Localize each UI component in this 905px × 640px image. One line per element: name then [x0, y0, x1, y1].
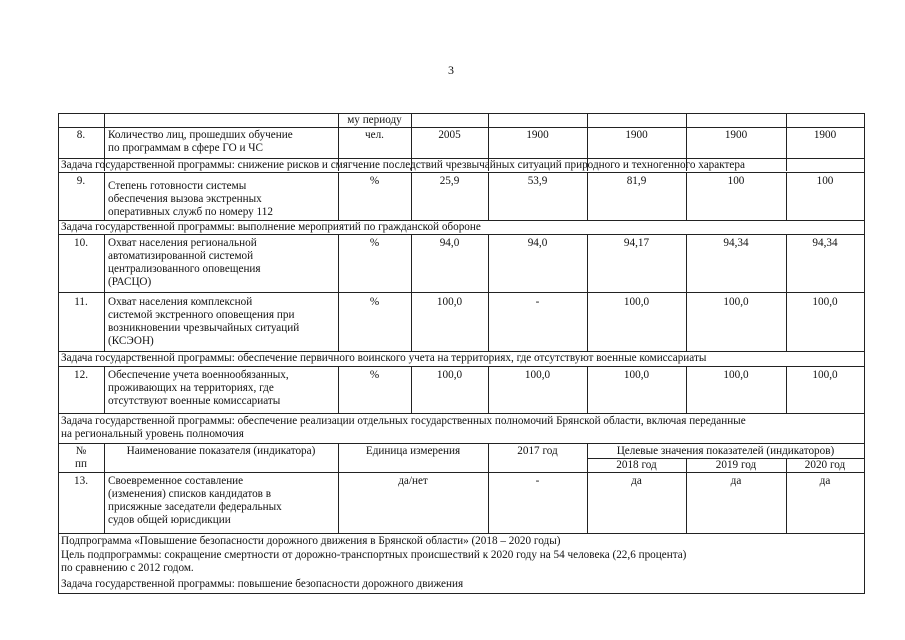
header-unit: Единица измерения: [365, 445, 461, 457]
task-row: Задача государственной программы: обеспечение первичного воинского учета на территориях, где отсутствуют военные комиссариаты: [61, 352, 707, 364]
grid-line: [58, 593, 865, 594]
task-row: Задача государственной программы: повышение безопасности дорожного движения: [61, 578, 464, 590]
page-number: 3: [448, 63, 454, 77]
row-name: Охват населения региональной автоматизированной системой централизованного оповещения (РАСЦО): [108, 237, 261, 288]
grid-line: [58, 127, 865, 128]
row-value-2017: 94,0: [527, 237, 548, 249]
row-name: Степень готовности системы обеспечения вызова экстренных оперативных служб по номеру 112: [108, 180, 273, 218]
row-value-2020: 100,0: [812, 369, 838, 381]
grid-line: [104, 173, 105, 220]
grid-line: [58, 113, 865, 114]
row-unit: да/нет: [398, 475, 428, 487]
row-value-2019: 100,0: [723, 296, 749, 308]
row-value-2018: 100,0: [623, 296, 650, 308]
row-value-2017: 1900: [526, 129, 549, 141]
grid-line: [58, 472, 865, 473]
row-name: Обеспечение учета военнообязанных, проживающих на территориях, где отсутствуют военные комиссариаты: [108, 369, 289, 407]
row-unit: %: [369, 175, 380, 187]
row-name: Количество лиц, прошедших обучение по программам в сфере ГО и ЧС: [108, 129, 293, 154]
header-fragment-unit: му периоду: [347, 114, 402, 126]
grid-line: [58, 413, 865, 414]
row-unit: %: [369, 237, 380, 249]
row-name: Охват населения комплексной системой экстренного оповещения при возникновении чрезвычайных ситуаций (КСЭОН): [108, 296, 300, 347]
grid-line: [104, 366, 105, 413]
subprogram-title: Подпрограмма «Повышение безопасности дорожного движения в Брянской области» (2018 – 2020 годы): [61, 535, 561, 547]
table-border-right: [864, 113, 865, 593]
row-value-2018: 94,17: [623, 237, 650, 249]
row-no: 11.: [74, 296, 88, 308]
row-base: 100,0: [436, 369, 463, 381]
row-value-2017: -: [535, 296, 540, 308]
row-value-2018: 100,0: [623, 369, 650, 381]
task-row: Задача государственной программы: выполнение мероприятий по гражданской обороне: [61, 221, 481, 233]
row-value-2020: 94,34: [812, 237, 838, 249]
header-name: Наименование показателя (индикатора): [126, 445, 316, 457]
row-no: 10.: [74, 237, 88, 249]
row-value-2019: 100: [727, 175, 745, 187]
row-base: -: [535, 475, 540, 487]
row-value-2019: 1900: [724, 129, 748, 141]
row-base: 2005: [438, 129, 461, 141]
row-unit: чел.: [365, 129, 384, 141]
task-row: Задача государственной программы: обеспечение реализации отдельных государственных полномочий Брянской области, включая переданные на региональный уровень полномочия: [61, 415, 746, 440]
row-value-2020: 100,0: [812, 296, 838, 308]
row-base: 94,0: [439, 237, 460, 249]
row-value-2019: да: [730, 475, 742, 487]
row-value-2019: 94,34: [723, 237, 749, 249]
header-2018: 2018 год: [616, 459, 657, 471]
grid-line: [58, 366, 865, 367]
row-no: 8.: [76, 129, 86, 141]
grid-line: [58, 292, 865, 293]
row-base: 100,0: [436, 296, 463, 308]
row-base: 25,9: [439, 175, 460, 187]
header-base: 2017 год: [517, 445, 558, 457]
row-no: 12.: [74, 369, 88, 381]
row-value-2017: 53,9: [527, 175, 548, 187]
subprogram-goal: Цель подпрограммы: сокращение смертности от дорожно-транспортных происшествий к 2020 году на 54 человека (22,6 процента) по сравнению с 2012 годом.: [61, 549, 687, 574]
row-value-2019: 100,0: [723, 369, 749, 381]
header-no: № пп: [75, 445, 87, 470]
task-row: Задача государственной программы: снижение рисков и смягчение последствий чрезвычайных ситуаций природного и техногенного характера: [61, 159, 745, 171]
header-2019: 2019 год: [715, 459, 757, 471]
header-2020: 2020 год: [804, 459, 846, 471]
row-unit: %: [369, 296, 380, 308]
row-value-2018: 1900: [625, 129, 648, 141]
grid-line: [58, 533, 865, 534]
header-targets: Целевые значения показателей (индикаторов): [616, 445, 835, 457]
row-unit: %: [369, 369, 380, 381]
row-value-2018: 81,9: [626, 175, 647, 187]
row-value-2017: 100,0: [524, 369, 551, 381]
row-name: Своевременное составление (изменения) списков кандидатов в присяжные заседатели федеральных судов общей юрисдикции: [108, 475, 282, 526]
grid-line: [58, 234, 865, 235]
row-value-2020: 100: [816, 175, 834, 187]
row-value-2018: да: [631, 475, 642, 487]
row-value-2020: 1900: [813, 129, 837, 141]
row-no: 9.: [76, 175, 86, 187]
grid-line: [58, 172, 865, 173]
row-value-2020: да: [819, 475, 831, 487]
grid-line: [58, 443, 865, 444]
row-no: 13.: [74, 475, 88, 487]
